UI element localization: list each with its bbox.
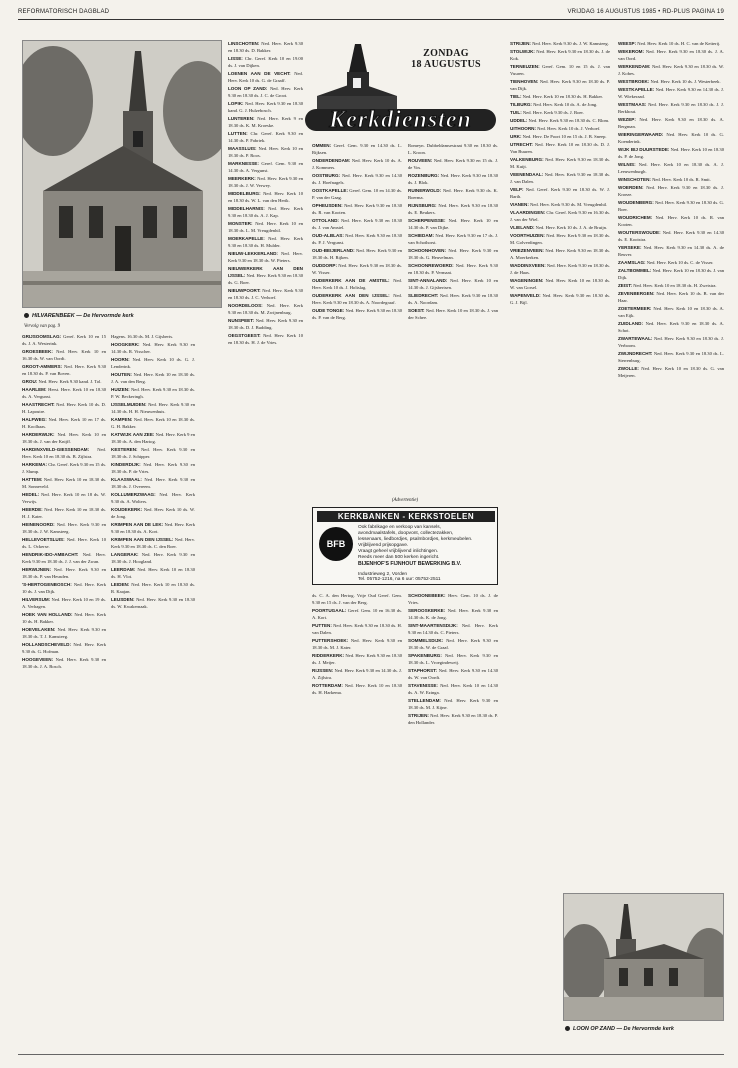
advert-title: KERKBANKEN - KERKSTOELEN xyxy=(317,511,495,522)
listing-item: STOLWIJK: Ned. Herv. Kerk 9.30 en 18.30 ds. J. de Kok. xyxy=(510,49,610,61)
listing-item: ZWIJNDRECHT: Ned. Herv. Kerk 9.30 en 18.30 ds. L. Sterrenburg. xyxy=(618,351,724,363)
listing-item: STELLENDAM: Ned. Herv. Kerk 9.30 en 18.30 ds. M. J. Kijne. xyxy=(408,698,498,710)
listing-item: WERKENDAM: Ned. Herv. Kerk 9.30 en 18.30 ds. W. J. Kobes. xyxy=(618,64,724,76)
listing-item: WESTKAPELLE: Ned. Herv. Kerk 9.30 en 14.30 ds. J. W. Wiekeraad. xyxy=(618,87,724,99)
listing-item: LEUSDEN: Ned. Herv. Kerk 9.30 en 18.30 ds. W. Kwakernaak. xyxy=(111,597,195,609)
listing-item: TERNEUZEN: Geref. Gem. 10 en 15 ds. J. van Vuuren. xyxy=(510,64,610,76)
listing-item: HELLEVOETSLUIS: Ned. Herv. Kerk 10 ds. L. Ockerse. xyxy=(22,537,106,549)
listing-item: GROU: Ned. Herv. Kerk 9.30 kand. J. Tol. xyxy=(22,379,102,384)
listing-item: TIENHOVEN: Ned. Herv. Kerk 9.30 en 18.30 ds. P. van Dijk. xyxy=(510,79,610,91)
listing-item: LOON OP ZAND: Ned. Herv. Kerk 9.30 en 18.30 ds. J. C. de Groot. xyxy=(228,86,303,98)
listing-item: STRIJEN: Ned. Herv. Kerk 9.30 ds. J. W. Kamsteeg. xyxy=(510,41,609,46)
church-illustration-icon xyxy=(564,894,724,1021)
listing-item: SOMMELSDIJK: Ned. Herv. Kerk 9.30 en 18.30 ds. W. de Graaf. xyxy=(408,638,498,650)
listing-item: IJSSELMUIDEN: Ned. Herv. Kerk 9.30 en 14.30 ds. H. H. Nieuwenhuis. xyxy=(111,402,195,414)
advert-line: lessenaars, liedbordjes, psalmbordjes, kerkmeubelen. xyxy=(358,537,473,542)
listing-item: MONSTER: Ned. Herv. Kerk 10 en 18.30 ds. L. M. Vreugdenhil. xyxy=(228,221,303,233)
listing-item: HAARLEM: Herst. Herv. Kerk 10 en 18.30 ds. A. Vergunst. xyxy=(22,387,106,399)
listing-item: VLIELAND: Ned. Herv. Kerk 10 ds. J. A. de Bruijn. xyxy=(510,225,608,230)
listing-item: KRIMPEN AAN DE LEK: Ned. Herv. Kerk 9.30 en 18.30 ds. A. Kort. xyxy=(111,522,195,534)
listing-item: HOEK VAN HOLLAND: Ned. Herv. Kerk 10 ds. H. Bakker. xyxy=(22,612,106,624)
listing-item: ROTTERDAM: Ned. Herv. Kerk 10 en 18.30 ds. H. Harkema. xyxy=(312,683,402,695)
column-5-bottom-listings xyxy=(408,592,498,1048)
listing-item: VIANEN: Ned. Herv. Kerk 9.30 ds. M. Vreugdenhil. xyxy=(510,202,608,207)
listing-item: ZWARTEWAAL: Ned. Herv. Kerk 9.30 en 18.30 ds. J. Verboom. xyxy=(618,336,724,348)
continuation-note: Vervolg van pag. 9 xyxy=(24,324,60,329)
listing-item: LOPIK: Ned. Herv. Kerk 9.30 en 18.30 kand. G. J. Hulzebosch. xyxy=(228,101,303,113)
church-photo-hilvarenbeek xyxy=(22,40,222,308)
listing-item: SEROOSKERKE: Ned. Herv. Kerk 9.30 en 14.30 ds. K. de Jong. xyxy=(408,608,498,620)
listing-item: Hagens. 16.30 ds. M. J. Gijsberts. xyxy=(111,334,174,339)
listing-item: SCHIEDAM: Ned. Herv. Kerk 9.30 en 17 ds. J. van Schothorst. xyxy=(408,233,498,245)
listing-item: OPHEUSDEN: Ned. Herv. Kerk 9.30 en 18.30 ds. R. van Kooten. xyxy=(312,203,402,215)
listing-item: OUDERKERK AAN DEN IJSSEL: Ned. Herv. Kerk 9.30 en 18.30 ds. A. Noordegraaf. xyxy=(312,293,402,305)
listing-item: OOSTBURG: Ned. Herv. Kerk 9.30 en 14.30 ds. J. Hoefnagels. xyxy=(312,173,402,185)
listing-item: HILVERSUM: Ned. Herv. Kerk 10 en 19 ds. A. Verhagen. xyxy=(22,597,106,609)
listing-item: WILNIS: Ned. Herv. Kerk 10 en 18.30 ds. A. J. Leeuwenburgh. xyxy=(618,162,724,174)
column-5-listings xyxy=(408,142,498,497)
listing-item: NIEUWPOORT: Ned. Herv. Kerk 9.30 en 18.30 ds. J. C. Verhoef. xyxy=(228,288,303,300)
section-header xyxy=(303,42,498,137)
listing-item: GROESBEEK: Ned. Herv. Kerk 10 en 16.30 ds. W. van Oordt. xyxy=(22,349,106,361)
listing-item: OUD-ALBLAS: Ned. Herv. Kerk 9.30 en 18.30 ds. P. J. Vergunst. xyxy=(312,233,402,245)
listing-item: HOOGEVEEN: Ned. Herv. Kerk 9.30 en 18.30 ds. J. A. Bosch. xyxy=(22,657,106,669)
listing-item: UDDEL: Ned. Herv. Kerk 9.30 en 18.30 ds. C. Blom. xyxy=(510,118,610,123)
listing-item: LOENEN AAN DE VECHT: Ned. Herv. Kerk 10 ds. G. de Graaff. xyxy=(228,71,303,83)
listing-item: OOSTKAPELLE: Geref. Gem. 10 en 14.30 ds. P. van der Gaag. xyxy=(312,188,402,200)
listing-item: OUDDORP: Ned. Herv. Kerk 9.30 en 18.30 ds. W. Visser. xyxy=(312,263,402,275)
listing-item: MIDDELBURG: Ned. Herv. Kerk 10 en 18.30 ds. W. L. van den Herik. xyxy=(228,191,303,203)
listing-item: GROOT-AMMERS: Ned. Herv. Kerk 9.30 en 18.30 ds. P. van Boven. xyxy=(22,364,106,376)
page-header xyxy=(18,6,724,20)
listing-item: ZEVENBERGEN: Ned. Herv. Kerk 10 ds. B. van der Haar. xyxy=(618,291,724,303)
advert-line: Vraagt geheel vrijblijvend inlichtingen. xyxy=(358,549,439,554)
listing-item: 'S-HERTOGENBOSCH: Ned. Herv. Kerk 10 ds. J. van Dijk. xyxy=(22,582,106,594)
listing-item: OEGSTGEEST: Ned. Herv. Kerk 10 en 18.30 ds. H. J. de Vries. xyxy=(228,333,303,345)
listing-item: TIEL: Ned. Herv. Kerk 10 en 18.30 ds. H. Bakker. xyxy=(510,94,603,99)
listing-item: VLAARDINGEN: Chr. Geref. Kerk 9.30 en 16.30 ds. J. van der Wiel. xyxy=(510,210,610,222)
caption-bullet-icon xyxy=(24,313,29,318)
advert-line: Reeds meer dan 500 kerken ingericht. xyxy=(358,555,440,560)
listing-item: HARKEMA: Chr. Geref. Kerk 9.30 en 15 ds. J. Slump. xyxy=(22,462,106,474)
advert-phone: Tel. 05752-1216, na 6 uur: 05752-2511 xyxy=(358,577,441,582)
listing-item: HOLLANDSCHEVELD: Ned. Herv. Kerk 9.30 ds. G. Hofman. xyxy=(22,642,106,654)
listing-item: SLIEDRECHT: Ned. Herv. Kerk 9.30 en 18.30 ds. A. Noordam. xyxy=(408,293,498,305)
listing-item: POORTUGAAL: Geref. Gem. 10 en 16.30 ds. A. Kort. xyxy=(312,608,402,620)
listing-item: URK: Ned. Herv. De Poort 10 en 15 ds. J. B. Sneep. xyxy=(510,134,607,139)
listing-item: WINSCHOTEN: Ned. Herv. Kerk 10 ds. R. Smit. xyxy=(618,177,711,182)
banner-title: Kerkdiensten xyxy=(329,107,472,133)
photo-caption-top: HILVARENBEEK — De Hervormde kerk xyxy=(24,313,224,319)
listing-item: STAVENISSE: Ned. Herv. Kerk 10 en 14.30 ds. A. W. Ezinga. xyxy=(408,683,498,695)
listing-item: KAMPEN: Ned. Herv. Kerk 10 en 18.30 ds. G. H. Bakker. xyxy=(111,417,195,429)
listing-item: ZEIST: Ned. Herv. Kerk 10 en 18.30 ds. H. Zweistra. xyxy=(618,283,717,288)
listing-item: TILBURG: Ned. Herv. Kerk 10 ds. A. de Jong. xyxy=(510,102,598,107)
listing-item: WESTBROEK: Ned. Herv. Kerk 10 ds. J. Westerbeek. xyxy=(618,79,721,84)
listing-item: OUDERKERK AAN DE AMSTEL: Ned. Herv. Kerk 10 ds. J. Holtslag. xyxy=(312,278,402,290)
listing-item: WESTMAAS: Ned. Herv. Kerk 9.30 en 18.30 ds. J. J. Berkhout. xyxy=(618,102,724,114)
church-illustration-icon xyxy=(23,41,222,308)
listing-item: LISSE: Chr. Geref. Kerk 10 en 19.00 ds. J. van Dijken. xyxy=(228,56,303,68)
listing-item: ZUIDLAND: Ned. Herv. Kerk 9.30 en 18.30 ds. A. Schot. xyxy=(618,321,724,333)
advertisement xyxy=(312,507,498,585)
listing-item: WAPENVELD: Ned. Herv. Kerk 9.30 en 18.30 ds. G. J. Bijl. xyxy=(510,293,610,305)
photo-caption-bottom: LOON OP ZAND — De Hervormde kerk xyxy=(565,1026,725,1032)
advert-line: Vrijblijvend prijsopgave. xyxy=(358,543,409,548)
listing-item: HARDINXVELD-GIESSENDAM: Ned. Herv. Kerk 10 en 18.30 ds. B. Zijlstra. xyxy=(22,447,106,459)
listing-item: MARKNESSE: Geref. Gem. 9.30 en 14.30 ds. A. Vergunst. xyxy=(228,161,303,173)
listing-item: KLAASWAAL: Ned. Herv. Kerk 9.30 en 18.30 ds. J. Overeem. xyxy=(111,477,195,489)
listing-item: VRIEZENVEEN: Ned. Herv. Kerk 9.30 en 18.30 ds. A. Moerkerken. xyxy=(510,248,610,260)
listing-item: MOERKAPELLE: Ned. Herv. Kerk 9.30 en 18.30 ds. H. Mulder. xyxy=(228,236,303,248)
listing-item: MIDDELHARNIS: Ned. Herv. Kerk 9.30 en 18.30 ds. A. J. Kap. xyxy=(228,206,303,218)
listing-item: PUTTEN: Ned. Herv. Kerk 9.30 en 18.30 ds. H. van Dalen. xyxy=(312,623,402,635)
listing-item: HENDRIK-IDO-AMBACHT: Ned. Herv. Kerk 9.30 en 18.30 ds. J. J. van der Zwan. xyxy=(22,552,106,564)
column-4-listings xyxy=(312,142,402,497)
listing-item: LANGERAK: Ned. Herv. Kerk 9.30 en 18.30 ds. J. Hoogland. xyxy=(111,552,195,564)
listing-item: RIDDERKERK: Ned. Herv. Kerk 9.30 en 18.30 ds. J. Meijer. xyxy=(312,653,402,665)
listing-item: UTRECHT: Ned. Herv. Kerk 10 en 18.30 ds. D. J. Van Buuren. xyxy=(510,142,610,154)
listing-item: HOUTEN: Ned. Herv. Kerk 10 en 18.30 ds. J. A. van den Berg. xyxy=(111,372,195,384)
listing-item: WEZEP: Ned. Herv. Kerk 9.30 en 18.30 ds. A. Bergman. xyxy=(618,117,724,129)
column-7-listings xyxy=(618,40,724,890)
listing-item: LUNTEREN: Ned. Herv. Kerk 9 en 18.30 ds. K. M. Kroeske. xyxy=(228,116,303,128)
page-footer-rule xyxy=(18,1054,724,1058)
listing-item: HOEVELAKEN: Ned. Herv. Kerk 9.30 en 18.30 ds. T. J. Kamsteeg. xyxy=(22,627,106,639)
listing-item: HEINENOORD: Ned. Herv. Kerk 9.30 en 18.30 ds. J. W. Kamsteeg. xyxy=(22,522,106,534)
listing-item: ROZENBURG: Ned. Herv. Kerk 9.30 en 18.30 ds. J. Blok. xyxy=(408,173,498,185)
listing-item: WOUDENBERG: Ned. Herv. Kerk 9.30 en 18.30 ds. G. Boer. xyxy=(618,200,724,212)
listing-item: WEESP: Ned. Herv. Kerk 10 ds. H. C. van de Ketterij. xyxy=(618,41,721,46)
church-photo-loon-op-zand xyxy=(563,893,724,1021)
listing-item: KESTEREN: Ned. Herv. Kerk 9.30 en 18.30 ds. J. Schipper. xyxy=(111,447,195,459)
listing-item: KATWIJK AAN ZEE: Ned. Herv. Kerk 9 en 18.30 ds. A. den Hartog. xyxy=(111,432,195,444)
listing-item: OTTOLAND: Ned. Herv. Kerk 9.30 en 18.30 ds. J. van Amstel. xyxy=(312,218,402,230)
listing-item: MEERKERK: Ned. Herv. Kerk 9.30 en 18.30 ds. J. W. Verwey. xyxy=(228,176,303,188)
listing-item: ZAAMSLAG: Ned. Herv. Kerk 10 ds. C. de Visser. xyxy=(618,260,714,265)
listing-item: Romeyn. Dubbeldamsestraat 9.30 en 18.30 ds. L. Kroon. xyxy=(408,143,498,155)
listing-item: STRIJEN: Ned. Herv. Kerk 9.30 en 18.30 ds. P. den Hollander. xyxy=(408,713,498,725)
advert-label: (Advertentie) xyxy=(391,498,419,503)
listing-item: HALFWEG: Ned. Herv. Kerk 10 en 17 ds. H. Koolhaas. xyxy=(22,417,106,429)
listing-item: OMMEN: Geref. Gem. 9.30 en 14.30 ds. L. Rijksen. xyxy=(312,143,402,155)
listing-item: LEIDEN: Ned. Herv. Kerk 10 en 18.30 ds. R. Kaajan. xyxy=(111,582,195,594)
listing-item: SCHOONEBEEK: Herv. Gem. 10 ds. J. de Vries. xyxy=(408,593,498,605)
listing-item: WEKEROM: Ned. Herv. Kerk 9.30 en 18.30 ds. J. A. van Oord. xyxy=(618,49,724,61)
listing-item: SCHOONHOVEN: Ned. Herv. Kerk 9.30 en 18.30 ds. G. Heuvelman. xyxy=(408,248,498,260)
column-1-listings xyxy=(22,333,106,1048)
listing-item: LINSCHOTEN: Ned. Herv. Kerk 9.30 en 18.30 ds. D. Bakker. xyxy=(228,41,303,53)
listing-item: KRIMPEN AAN DEN IJSSEL: Ned. Herv. Kerk 9.30 en 18.30 ds. C. den Boer. xyxy=(111,537,195,549)
listing-item: HATTEM: Ned. Herv. Kerk 10 en 18.30 ds. M. Sonneveld. xyxy=(22,477,106,489)
listing-item: PUTTERSHOEK: Ned. Herv. Kerk 9.30 en 18.30 ds. M. J. Kater. xyxy=(312,638,402,650)
listing-item: ZWOLLE: Ned. Herv. Kerk 10 en 18.30 ds. G. van Meijeren. xyxy=(618,366,724,378)
listing-item: SOEST: Ned. Herv. Kerk 10 en 18.30 ds. J. van der Schee. xyxy=(408,308,498,320)
listing-item: ROUVEEN: Ned. Herv. Kerk 9.30 en 15 ds. J. de Vos. xyxy=(408,158,498,170)
advert-address: Industrieweg 2, Vorden xyxy=(358,572,408,577)
listing-item: KINDERDIJK: Ned. Herv. Kerk 9.30 en 18.30 ds. P. de Vries. xyxy=(111,462,195,474)
listing-item: SCHERPENISSE: Ned. Herv. Kerk 10 en 14.30 ds. P. van Dijke. xyxy=(408,218,498,230)
listing-item: RUINERWOLD: Ned. Herv. Kerk 9.30 ds. K. Boerma. xyxy=(408,188,498,200)
listing-item: HEDEL: Ned. Herv. Kerk 10 en 18 ds. W. Verwijs. xyxy=(22,492,106,504)
listing-item: WOUDRICHEM: Ned. Herv. Kerk 10 ds. R. van Kooten. xyxy=(618,215,724,227)
listing-item: ds. C. A. den Hertog. Vrije Oud Geref. Gem. 9.30 en 15 ds. J. van der Berg. xyxy=(312,593,402,605)
bfb-logo: BFB xyxy=(319,527,353,561)
listing-item: KOLLUMERZWAAG: Ned. Herv. Kerk 9.30 ds. A. Wolters. xyxy=(111,492,195,504)
listing-item: HERWIJNEN: Ned. Herv. Kerk 9.30 en 18.30 ds. P. van Heusden. xyxy=(22,567,106,579)
service-date xyxy=(401,48,491,70)
listing-item: ZOETERMEER: Ned. Herv. Kerk 10 en 18.30 ds. A. van Eijk. xyxy=(618,306,724,318)
listing-item: HEERDE: Ned. Herv. Kerk 10 en 18.30 ds. H. J. Kater. xyxy=(22,507,106,519)
listing-item: UITHOORN: Ned. Herv. Kerk 10 ds. J. Verhoef. xyxy=(510,126,601,131)
listing-item: NOORDELOOS: Ned. Herv. Kerk 9.30 en 18.30 ds. M. Zwijnenburg. xyxy=(228,303,303,315)
listing-item: NIEUW-LEKKERLAND: Ned. Herv. Kerk 9.30 en 18.30 ds. W. Pieters. xyxy=(228,251,303,263)
advert-body xyxy=(358,525,495,567)
advert-contact xyxy=(358,572,495,582)
listing-item: LEERDAM: Ned. Herv. Kerk 10 en 18.30 ds. H. Vlot. xyxy=(111,567,195,579)
listing-item: STAPHORST: Ned. Herv. Kerk 9.30 en 14.30 ds. W. van Oordt. xyxy=(408,668,498,680)
kerkdiensten-banner xyxy=(303,105,498,135)
listing-item: HUIZEN: Ned. Herv. Kerk 9.30 en 18.30 ds. P. W. Beckeringh. xyxy=(111,387,195,399)
listing-item: WADDINXVEEN: Ned. Herv. Kerk 9.30 en 18.30 ds. J. de Haas. xyxy=(510,263,610,275)
listing-item: MAASSLUIS: Ned. Herv. Kerk 10 en 18.30 ds. P. Roos. xyxy=(228,146,303,158)
listing-item: NUNSPEET: Ned. Herv. Kerk 9.30 en 18.30 ds. D. J. Budding. xyxy=(228,318,303,330)
caption-bullet-icon xyxy=(565,1026,570,1031)
listing-item: SINT-MAARTENSDIJK: Ned. Herv. Kerk 9.30 en 14.30 ds. C. Pieters. xyxy=(408,623,498,635)
listing-item: RIJNSBURG: Ned. Herv. Kerk 9.30 en 18.30 ds. E. Beukers. xyxy=(408,203,498,215)
page-date-info: VRIJDAG 16 AUGUSTUS 1985 • RD-PLUS PAGINA 19 xyxy=(567,9,724,15)
advert-line: Ook fabrikage en verkoop van kansels, xyxy=(358,525,441,530)
listing-item: ONDERDENDAM: Ned. Herv. Kerk 10 ds. A. J. Kommers. xyxy=(312,158,402,170)
listing-item: HARDERWIJK: Ned. Herv. Kerk 10 en 18.30 ds. J. van der Knijff. xyxy=(22,432,106,444)
listing-item: HOOGKERK: Ned. Herv. Kerk 9.30 en 14.30 ds. R. Visscher. xyxy=(111,342,195,354)
listing-item: HOORN: Ned. Herv. Kerk 10 ds. G. J. Lenderink. xyxy=(111,357,195,369)
column-4-bottom-listings xyxy=(312,592,402,1048)
listing-item: LUTTEN: Chr. Geref. Kerk 9.30 en 14.30 ds. P. Fabriek. xyxy=(228,131,303,143)
listing-item: GRIJSOOMSLAG: Geref. Kerk 10 en 15 ds. J. A. Westerink. xyxy=(22,334,106,346)
listing-item: OUD-BEIJERLAND: Ned. Herv. Kerk 9.30 en 18.30 ds. H. Rijken. xyxy=(312,248,402,260)
listing-item: SINT-ANNALAND: Ned. Herv. Kerk 10 en 14.30 ds. J. Gijsbertsen. xyxy=(408,278,498,290)
advert-company: BIJENHOF'S FIJNHOUT BEWERKING B.V. xyxy=(358,561,462,567)
listing-item: NIEUWERKERK AAN DEN IJSSEL: Ned. Herv. Kerk 9.30 en 18.30 ds. G. Boer. xyxy=(228,266,303,285)
service-day: ZONDAG xyxy=(423,48,469,59)
listing-item: YERSEKE: Ned. Herv. Kerk 9.30 en 14.30 ds. A. de Reuver. xyxy=(618,245,724,257)
church-tower-icon xyxy=(307,42,405,112)
listing-item: WOERDEN: Ned. Herv. Kerk 9.30 en 18.30 ds. J. Kroeze. xyxy=(618,185,724,197)
listing-item: VEENENDAAL: Ned. Herv. Kerk 9.30 en 18.30 ds. J. van Dalen. xyxy=(510,172,610,184)
listing-item: VELP: Ned. Geref. Kerk 9.30 en 18.30 ds. W. J. Barth. xyxy=(510,187,610,199)
newspaper-name: REFORMATORISCH DAGBLAD xyxy=(18,9,110,15)
listing-item: TUIL: Ned. Herv. Kerk 9.30 ds. J. Boer. xyxy=(510,110,584,115)
listing-item: SPAKENBURG: Ned. Herv. Kerk 9.30 en 18.30 ds. L. Vroegindeweij. xyxy=(408,653,498,665)
listing-item: OUDE TONGE: Ned. Herv. Kerk 9.30 en 18.30 ds. P. van de Berg. xyxy=(312,308,402,320)
listing-item: SCHOONREWOERD: Ned. Herv. Kerk 9.30 en 18.30 ds. P. Vermaat. xyxy=(408,263,498,275)
advert-line: avondmaalstafels, doopvont, collectezakken, xyxy=(358,531,454,536)
listing-item: KOUDEKERK: Ned. Herv. Kerk 10 ds. W. de Jong. xyxy=(111,507,195,519)
column-3-listings xyxy=(228,40,303,1048)
listing-item: ZALTBOMMEL: Ned. Herv. Kerk 10 en 18.30 ds. J. van Dijk. xyxy=(618,268,724,280)
listing-item: WAGENINGEN: Ned. Herv. Kerk 10 en 18.30 ds. W. van Gorsel. xyxy=(510,278,610,290)
service-day-date: 18 AUGUSTUS xyxy=(411,59,481,70)
listing-item: WIJK BIJ DUURSTEDE: Ned. Herv. Kerk 10 en 18.30 ds. P. de Jong. xyxy=(618,147,724,159)
listing-item: RIJSSEN: Ned. Herv. Kerk 9.30 en 14.30 ds. J. A. Zijlstra. xyxy=(312,668,402,680)
listing-item: WIERINGERWAARD: Ned. Herv. Kerk 10 ds. G. Koenderink. xyxy=(618,132,724,144)
listing-item: VOORTHUIZEN: Ned. Herv. Kerk 9.30 en 18.30 ds. M. Golverdingen. xyxy=(510,233,610,245)
column-2-listings xyxy=(111,333,195,1048)
listing-item: HAASTRECHT: Ned. Herv. Kerk 10 ds. D. H. Lapoutre. xyxy=(22,402,106,414)
listing-item: WOUTERSWOUDE: Ned. Herv. Kerk 9.30 en 14.30 ds. E. Kooistra. xyxy=(618,230,724,242)
listing-item: VALKENBURG: Ned. Herv. Kerk 9.30 en 18.30 ds. M. Kuijt. xyxy=(510,157,610,169)
